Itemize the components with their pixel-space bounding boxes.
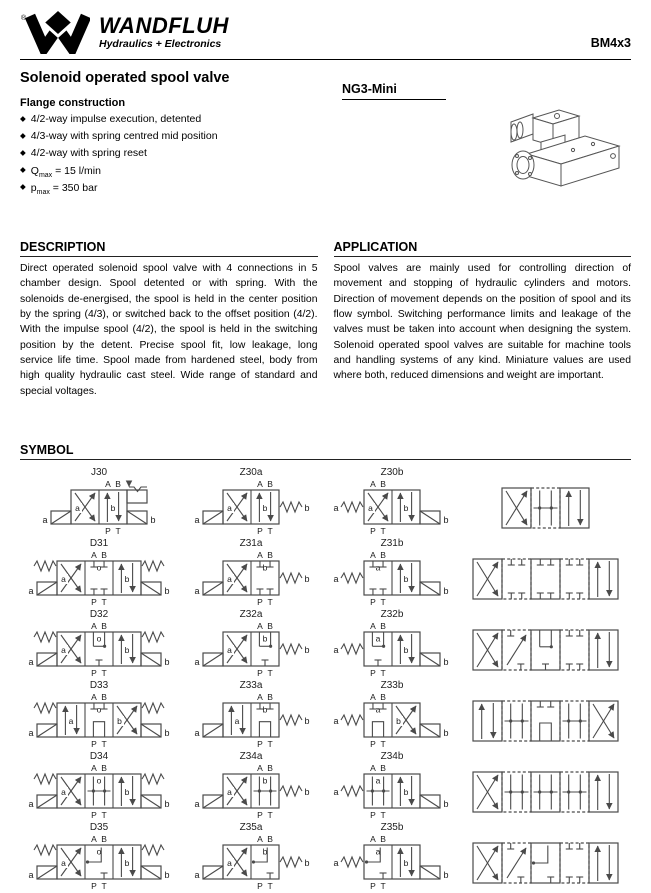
valve-symbol-Z32a	[178, 609, 324, 680]
svg-text:A: A	[370, 691, 376, 702]
valve-symbol-Z35a	[178, 822, 324, 893]
valve-symbol-drawing	[20, 549, 178, 607]
valve-symbol-Z32b	[324, 609, 460, 680]
spool-detail-drawing	[460, 833, 631, 891]
symbol-code-label	[460, 751, 631, 762]
svg-text:b: b	[164, 727, 170, 738]
svg-text:a: a	[194, 585, 200, 596]
svg-text:o: o	[96, 704, 102, 715]
svg-text:a: a	[42, 514, 48, 525]
valve-symbol-Z33a	[178, 680, 324, 751]
svg-text:T: T	[380, 525, 386, 536]
product-image	[467, 96, 637, 200]
svg-text:a: a	[227, 786, 232, 797]
svg-text:P: P	[257, 809, 263, 820]
svg-text:P: P	[370, 525, 376, 536]
svg-text:b: b	[124, 857, 130, 868]
svg-text:B: B	[101, 833, 107, 844]
svg-text:b: b	[124, 644, 130, 655]
valve-symbol-Z30a	[178, 467, 324, 538]
svg-text:a: a	[333, 502, 339, 513]
svg-text:a: a	[375, 704, 381, 715]
svg-text:A: A	[370, 833, 376, 844]
svg-text:b: b	[262, 775, 268, 786]
svg-text:T: T	[267, 525, 273, 536]
brand-text	[99, 13, 229, 50]
svg-text:P: P	[257, 525, 263, 536]
svg-text:b: b	[262, 704, 268, 715]
svg-text:b: b	[304, 573, 310, 584]
svg-text:a: a	[227, 502, 232, 513]
spool-detail-drawing	[460, 620, 631, 678]
svg-text:A: A	[370, 478, 376, 489]
text-columns	[20, 240, 631, 399]
symbol-code-label: J30	[90, 466, 108, 478]
valve-symbol-drawing	[20, 762, 178, 820]
svg-text:P: P	[370, 809, 376, 820]
svg-text:T: T	[267, 596, 273, 607]
valve-symbol-D32	[20, 609, 178, 680]
svg-text:b: b	[262, 633, 268, 644]
svg-text:P: P	[370, 596, 376, 607]
symbol-section	[20, 443, 631, 893]
svg-text:a: a	[61, 644, 66, 655]
spool-detail-symbol-35	[460, 822, 631, 893]
symbol-code-label: D32	[89, 608, 109, 620]
svg-text:a: a	[61, 786, 66, 797]
spool-detail-drawing	[460, 762, 631, 820]
svg-text:P: P	[91, 667, 97, 678]
svg-text:a: a	[28, 656, 34, 667]
svg-text:A: A	[257, 833, 263, 844]
symbol-code-label: Z34b	[380, 750, 404, 762]
intro-section	[20, 70, 631, 198]
svg-text:b: b	[304, 786, 310, 797]
svg-text:T: T	[267, 667, 273, 678]
spool-detail-symbol-30	[460, 467, 631, 538]
svg-text:b: b	[304, 644, 310, 655]
svg-text:b: b	[124, 573, 130, 584]
svg-text:A: A	[370, 620, 376, 631]
valve-symbol-D35	[20, 822, 178, 893]
svg-text:A: A	[257, 549, 263, 560]
svg-text:b: b	[262, 502, 268, 513]
feature-bullet-list	[20, 112, 342, 198]
construction-subtitle: Flange construction	[20, 97, 126, 109]
valve-symbol-drawing	[324, 833, 460, 891]
svg-text:b: b	[443, 514, 449, 525]
application-body: Spool valves are mainly used for controlling direction of movement and stopping of hydraulic cylinders and motors. Direction of movement depends on the position of spool and its flow symbol. Switching performance limits and leakage of the valves must be taken into account when designing the system. Solenoid operated spool valves are suitable for machine tools and handling systems of any kind. Miniature values are used where both, reduced dimensions and weight are important.	[333, 263, 631, 382]
svg-text:A: A	[257, 691, 263, 702]
header-divider	[20, 59, 631, 60]
svg-text:T: T	[380, 667, 386, 678]
svg-text:a: a	[375, 846, 381, 857]
svg-text:a: a	[194, 656, 200, 667]
svg-text:B: B	[101, 762, 107, 773]
wandfluh-logo-icon	[20, 8, 90, 54]
valve-symbol-drawing	[20, 691, 178, 749]
svg-text:o: o	[96, 633, 102, 644]
svg-text:b: b	[304, 857, 310, 868]
svg-text:a: a	[28, 727, 34, 738]
bullet-item: ◆ $Q_{max} = 15$ l/min	[20, 164, 101, 179]
svg-text:a: a	[368, 502, 373, 513]
svg-text:P: P	[91, 880, 97, 891]
svg-text:b: b	[443, 727, 449, 738]
bullet-item: ◆ 4/2-way impulse execution, detented	[20, 113, 202, 125]
svg-text:b: b	[403, 857, 409, 868]
svg-text:a: a	[28, 869, 34, 880]
spool-detail-drawing	[460, 549, 631, 607]
svg-text:a: a	[375, 562, 381, 573]
description-heading: DESCRIPTION	[20, 240, 318, 257]
svg-text:a: a	[375, 633, 381, 644]
svg-text:B: B	[101, 620, 107, 631]
svg-text:®: ®	[21, 15, 27, 22]
svg-text:a: a	[61, 857, 66, 868]
valve-symbol-Z31b	[324, 538, 460, 609]
svg-text:b: b	[164, 869, 170, 880]
svg-text:P: P	[91, 596, 97, 607]
svg-text:T: T	[267, 809, 273, 820]
symbol-code-label: Z30b	[380, 466, 404, 478]
description-section	[20, 240, 318, 399]
svg-text:o: o	[96, 846, 102, 857]
svg-text:b: b	[117, 715, 122, 726]
page-header	[20, 8, 631, 54]
svg-text:b: b	[164, 798, 170, 809]
svg-text:B: B	[380, 620, 386, 631]
svg-text:T: T	[101, 596, 107, 607]
svg-text:A: A	[370, 549, 376, 560]
svg-text:B: B	[115, 478, 121, 489]
svg-text:a: a	[333, 857, 339, 868]
svg-text:T: T	[101, 809, 107, 820]
svg-text:A: A	[91, 833, 97, 844]
symbol-code-label: Z33a	[239, 679, 263, 691]
svg-text:A: A	[91, 620, 97, 631]
svg-text:b: b	[304, 715, 310, 726]
symbol-code-label	[460, 680, 631, 691]
symbol-code-label: Z35a	[239, 821, 263, 833]
svg-text:P: P	[257, 738, 263, 749]
symbol-code-label: D35	[89, 821, 109, 833]
diamond-bullet-icon: ◆	[20, 113, 26, 123]
svg-text:P: P	[257, 596, 263, 607]
svg-text:a: a	[333, 715, 339, 726]
spool-detail-symbol-31	[460, 538, 631, 609]
valve-symbol-drawing	[324, 691, 460, 749]
valve-symbol-drawing	[324, 549, 460, 607]
brand-block	[20, 8, 229, 54]
svg-text:P: P	[370, 738, 376, 749]
intro-product-column	[342, 70, 631, 198]
svg-text:B: B	[267, 478, 273, 489]
valve-symbol-D31	[20, 538, 178, 609]
symbol-code-label	[460, 822, 631, 833]
valve-symbol-drawing	[20, 478, 178, 536]
svg-text:T: T	[101, 667, 107, 678]
symbol-code-label: D34	[89, 750, 109, 762]
valve-symbol-Z33b	[324, 680, 460, 751]
page-title: Solenoid operated spool valve	[20, 70, 230, 86]
svg-text:a: a	[375, 775, 381, 786]
symbol-code-label: Z30a	[239, 466, 263, 478]
brand-name: WANDFLUH	[99, 12, 229, 38]
valve-symbol-drawing	[324, 478, 460, 536]
valve-symbol-D34	[20, 751, 178, 822]
svg-text:a: a	[234, 715, 240, 726]
symbol-code-label: D33	[89, 679, 109, 691]
svg-text:a: a	[333, 573, 339, 584]
valve-symbol-drawing	[178, 762, 324, 820]
svg-text:P: P	[257, 880, 263, 891]
intro-text-column	[20, 70, 342, 198]
svg-text:B: B	[267, 549, 273, 560]
svg-text:A: A	[370, 762, 376, 773]
svg-text:a: a	[28, 585, 34, 596]
svg-text:b: b	[304, 502, 310, 513]
symbol-code-label	[460, 467, 631, 478]
svg-text:a: a	[75, 502, 80, 513]
spool-detail-symbol-32	[460, 609, 631, 680]
symbol-code-label: Z31a	[239, 537, 263, 549]
symbol-code-label: Z32a	[239, 608, 263, 620]
svg-text:B: B	[267, 833, 273, 844]
svg-text:B: B	[101, 691, 107, 702]
svg-text:T: T	[380, 596, 386, 607]
svg-text:a: a	[333, 786, 339, 797]
svg-text:B: B	[380, 691, 386, 702]
svg-text:B: B	[101, 549, 107, 560]
spool-detail-symbol-33	[460, 680, 631, 751]
svg-text:P: P	[91, 738, 97, 749]
svg-text:b: b	[403, 786, 409, 797]
symbol-code-label: Z32b	[380, 608, 404, 620]
svg-text:B: B	[380, 478, 386, 489]
svg-text:P: P	[370, 667, 376, 678]
valve-symbol-drawing	[178, 833, 324, 891]
model-code: BM4x3	[590, 36, 631, 50]
svg-text:A: A	[257, 620, 263, 631]
svg-text:a: a	[28, 798, 34, 809]
symbol-code-label: Z33b	[380, 679, 404, 691]
bullet-item: ◆ 4/3-way with spring centred mid position	[20, 130, 218, 143]
bullet-item: ◆ $p_{max} = 350$ bar	[20, 181, 98, 197]
diamond-bullet-icon: ◆	[20, 182, 26, 192]
svg-text:B: B	[380, 549, 386, 560]
svg-text:T: T	[380, 809, 386, 820]
svg-text:b: b	[403, 573, 409, 584]
valve-symbol-drawing	[178, 620, 324, 678]
spool-detail-drawing	[460, 691, 631, 749]
application-section	[334, 240, 632, 399]
svg-text:b: b	[262, 846, 268, 857]
svg-text:b: b	[403, 502, 409, 513]
description-body: Direct operated solenoid spool valve with 4 connections in 5 chamber design. Spool detented or with spring. With the solenoids de-energised, the spool is held in the center position by the spring (4/3), or switched back to the offset position (4/2). With the impulse spool (4/2), the spool is held in the switching position by the detent. Precise spool fit, low leakage, long service life time. Spool made from hardened steel, body from high quality hydraulic cast steel. Wide range of standard and special voltages.	[20, 263, 318, 397]
svg-text:a: a	[227, 644, 232, 655]
svg-text:a: a	[227, 857, 232, 868]
diamond-bullet-icon: ◆	[20, 165, 26, 175]
svg-text:b: b	[403, 644, 409, 655]
symbol-code-label	[460, 609, 631, 620]
symbol-code-label	[460, 538, 631, 549]
svg-text:P: P	[257, 667, 263, 678]
svg-text:b: b	[164, 585, 170, 596]
valve-symbol-Z34b	[324, 751, 460, 822]
svg-text:b: b	[443, 585, 449, 596]
svg-text:b: b	[164, 656, 170, 667]
svg-text:b: b	[396, 715, 401, 726]
svg-text:b: b	[110, 502, 116, 513]
valve-symbol-drawing	[324, 762, 460, 820]
svg-text:a: a	[194, 798, 200, 809]
symbol-heading: SYMBOL	[20, 443, 631, 460]
symbol-code-label: Z35b	[380, 821, 404, 833]
svg-text:a: a	[194, 869, 200, 880]
svg-text:P: P	[370, 880, 376, 891]
svg-text:b: b	[262, 562, 268, 573]
svg-text:b: b	[443, 869, 449, 880]
valve-symbol-drawing	[178, 549, 324, 607]
svg-text:b: b	[443, 656, 449, 667]
svg-text:B: B	[267, 762, 273, 773]
svg-text:B: B	[267, 620, 273, 631]
svg-text:b: b	[124, 786, 130, 797]
svg-text:P: P	[91, 809, 97, 820]
svg-text:T: T	[267, 738, 273, 749]
svg-text:B: B	[267, 691, 273, 702]
svg-text:T: T	[101, 738, 107, 749]
valve-symbol-Z31a	[178, 538, 324, 609]
svg-text:a: a	[194, 514, 200, 525]
valve-symbol-drawing	[178, 478, 324, 536]
svg-text:o: o	[96, 775, 102, 786]
svg-text:A: A	[257, 762, 263, 773]
svg-text:a: a	[61, 573, 66, 584]
svg-text:A: A	[91, 762, 97, 773]
svg-text:o: o	[96, 562, 102, 573]
svg-text:A: A	[91, 691, 97, 702]
svg-text:T: T	[101, 880, 107, 891]
svg-text:T: T	[380, 880, 386, 891]
valve-symbol-Z35b	[324, 822, 460, 893]
svg-text:b: b	[150, 514, 156, 525]
svg-text:a: a	[68, 715, 74, 726]
svg-text:T: T	[380, 738, 386, 749]
svg-text:B: B	[380, 762, 386, 773]
application-heading: APPLICATION	[334, 240, 632, 257]
spool-detail-symbol-34	[460, 751, 631, 822]
svg-text:P: P	[105, 525, 111, 536]
valve-symbol-Z34a	[178, 751, 324, 822]
svg-text:T: T	[267, 880, 273, 891]
svg-text:B: B	[380, 833, 386, 844]
symbol-grid	[20, 467, 631, 893]
spool-detail-drawing	[460, 478, 631, 536]
svg-text:T: T	[115, 525, 121, 536]
svg-text:A: A	[105, 478, 111, 489]
valve-symbol-drawing	[178, 691, 324, 749]
diamond-bullet-icon: ◆	[20, 147, 26, 157]
symbol-code-label: Z31b	[380, 537, 404, 549]
size-label: NG3-Mini	[342, 82, 446, 100]
svg-text:A: A	[91, 549, 97, 560]
svg-text:b: b	[443, 798, 449, 809]
brand-tagline: Hydraulics + Electronics	[99, 37, 222, 50]
svg-text:A: A	[257, 478, 263, 489]
svg-text:a: a	[194, 727, 200, 738]
bullet-item: ◆ 4/2-way with spring reset	[20, 147, 147, 160]
valve-symbol-drawing	[324, 620, 460, 678]
svg-text:a: a	[227, 573, 232, 584]
valve-symbol-Z30b	[324, 467, 460, 538]
diamond-bullet-icon: ◆	[20, 130, 26, 140]
symbol-code-label: Z34a	[239, 750, 263, 762]
svg-text:a: a	[333, 644, 339, 655]
valve-symbol-J30	[20, 467, 178, 538]
valve-symbol-drawing	[20, 833, 178, 891]
valve-symbol-D33	[20, 680, 178, 751]
valve-symbol-drawing	[20, 620, 178, 678]
symbol-code-label: D31	[89, 537, 109, 549]
